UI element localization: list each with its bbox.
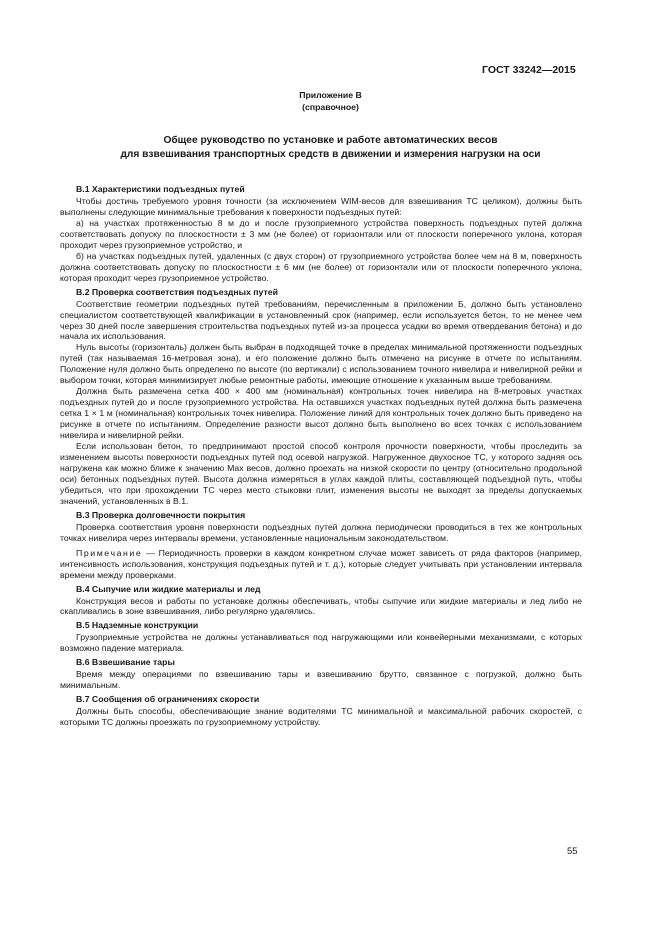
note [60,548,582,581]
note-label: Примечание [76,547,143,558]
paragraph: Если использован бетон, то предпринимают простой способ контроля прочности поверхности, чтобы проследить за изменением высоты поверхности подъездных путей под осевой нагрузкой. Нагруженное двухосное ТС, у которого задняя ось нагружена как можно ближе к значению Max весов, должно проехать на низкой скорости по центру (относительно продольной оси) бетонных подъездных путей. Высота должна измеряться в углах каждой плиты, составляющей подъездной путь, чтобы убедиться, что при прохождении ТС через место стыковки плит, изменения высоты не выходят за пределы допускаемых значений, установленных в В.1. [60,441,582,506]
section-heading-b6: В.6 Взвешивание тары [76,657,175,668]
document-title-line2: для взвешивания транспортных средств в движении и измерения нагрузки на оси [120,149,541,160]
list-item-a: а) на участках протяженностью 8 м до и после грузоприемного устройства поверхность подъездных путей должна соответствовать допуску по плоскостности ± 3 мм (не более) от горизонтали или от плоскости поперечного уклона, которая проходит через грузоприемное устройство, и [60,217,582,250]
paragraph: Соответствие геометрии подъездных путей требованиям, перечисленным в приложении Б, должно быть установлено специалистом соответствующей квалификации в установленный срок (например, если используется бетон, то не менее чем через 30 дней после завершения строительства подъездных путей из-за процесса усадки во время отвердевания бетона) и до начала их использования. [60,298,582,342]
document-body [60,184,582,728]
annex-type: (справочное) [302,102,359,112]
paragraph: Грузоприемные устройства не должны устанавливаться под нагружающими или конвейерными механизмами, с которых возможно падение материала. [60,632,582,654]
paragraph: Нуль высоты (горизонталь) должен быть выбран в подходящей точке в пределах минимальной протяженности подъездных путей (так называемая 16-метровая зона), и его положение должно быть отмечено на рисунке в отчете по испытаниям. Положение нуля должно быть определено по высоте (по вертикали) с использованием точного нивелира и нивелирной рейки и выбором точки, которая минимизирует любые ремонтные работы, имеющие отношение к указанным выше требованиям. [60,342,582,386]
section-heading-b3: В.3 Проверка долговечности покрытия [76,509,246,520]
annex-title: Приложение В [299,90,362,100]
section-heading-b7: В.7 Сообщения об ограничениях скорости [76,694,260,705]
list-item-b: б) на участках подъездных путей, удаленных (с двух сторон) от грузоприемного устройства более чем на 8 м, поверхность должна соответствовать допуску по плоскостности ± 6 мм (не более) от горизонтали или от плоскости поперечного уклона, которая проходит через грузоприемное устройство. [60,250,582,283]
paragraph: Проверка соответствия уровня поверхности подъездных путей должна периодически проводиться в тех же контрольных точках нивелира через интервалы времени, установленные национальным законодательством. [60,521,582,543]
paragraph: Время между операциями по взвешиванию тары и взвешиванию брутто, связанное с погрузкой, должно быть минимальным. [60,669,582,691]
page-number: 55 [567,846,578,857]
section-heading-b1: В.1 Характеристики подъездных путей [76,184,245,194]
paragraph: Должна быть размечена сетка 400 × 400 мм (номинальная) контрольных точек нивелира на 8-метровых участках подъездных путей до и после грузоприемного устройства. На оставшихся участках подъездных путей должна быть размечена сетка 1 × 1 м (номинальная) контрольных точек нивелира. Положение линий для контрольных точек должно быть приведено на рисунке в отчете по испытаниям. Определение разности высот должно быть выполнено во всех точках с использованием нивелира и нивелирной рейки. [60,386,582,441]
paragraph: Конструкция весов и работы по установке должны обеспечивать, чтобы сыпучие или жидкие материалы и лед либо не скапливались в зоне взвешивания, либо регулярно удалялись. [60,595,582,617]
paragraph: Чтобы достичь требуемого уровня точности (за исключением WIM-весов для взвешивания ТС целиком), должны быть выполнены следующие минимальные требования к поверхности подъездных путей: [60,196,582,217]
document-title-line1: Общее руководство по установке и работе автоматических весов [163,135,498,146]
section-heading-b2: В.2 Проверка соответствия подъездных путей [76,286,278,297]
paragraph: Должны быть способы, обеспечивающие знание водителями ТС минимальной и максимальной рабочих скоростей, с которыми ТС должны проезжать по грузоприемному устройству. [60,706,582,728]
note-text: — Периодичность проверки в каждом конкретном случае может зависеть от ряда факторов (например, интенсивность использования, конструкция подъездных путей и т. д.), которые следует учитывать при установлении интервала времени между проверками. [60,547,582,580]
section-heading-b5: В.5 Надземные конструкции [76,620,199,631]
section-heading-b4: В.4 Сыпучие или жидкие материалы и лед [76,583,261,594]
standard-number: ГОСТ 33242—2015 [482,64,576,76]
